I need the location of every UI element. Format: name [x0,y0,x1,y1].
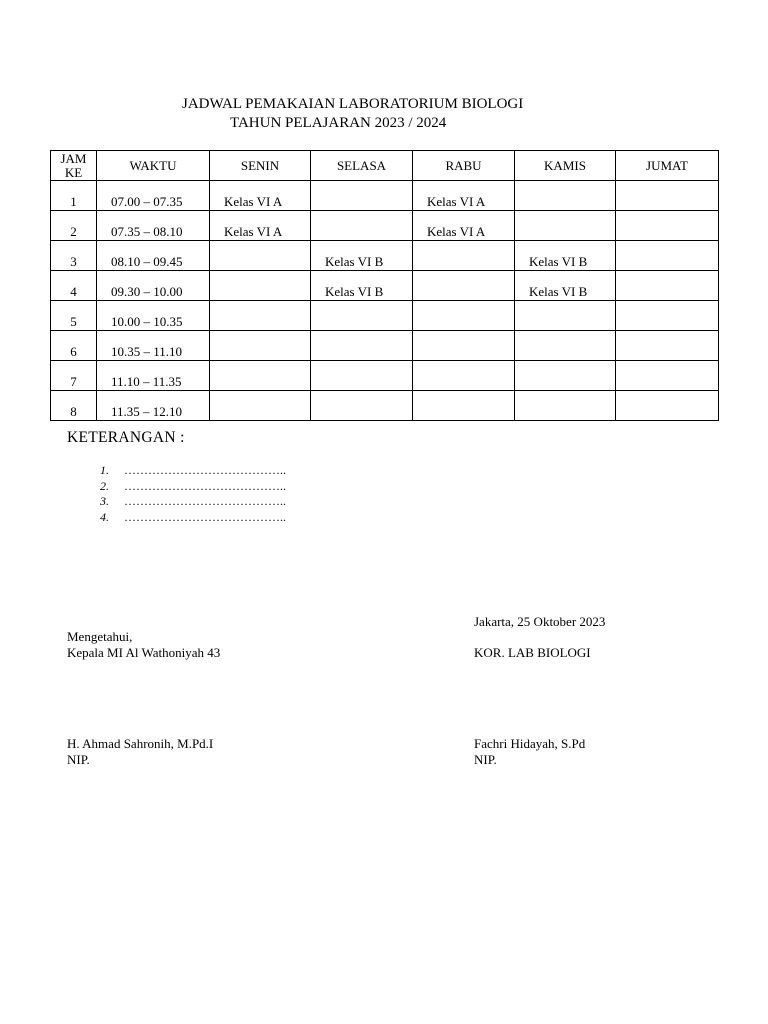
cell-waktu: 11.10 – 11.35 [97,361,210,391]
cell-waktu: 08.10 – 09.45 [97,241,210,271]
cell-rabu [413,301,515,331]
header-selasa: SELASA [311,151,413,181]
cell-jumat [616,331,719,361]
lab-coordinator-title: KOR. LAB BIOLOGI [474,645,591,660]
cell-rabu: Kelas VI A [413,211,515,241]
cell-jumat [616,181,719,211]
cell-senin: Kelas VI A [210,181,311,211]
cell-jam: 1 [51,181,97,211]
header-waktu: WAKTU [97,151,210,181]
list-item-text: ………………………………….. [124,478,286,493]
cell-senin: Kelas VI A [210,211,311,241]
cell-selasa [311,331,413,361]
cell-rabu [413,361,515,391]
header-rabu: RABU [413,151,515,181]
cell-kamis [515,181,616,211]
headmaster-nip: NIP. [67,752,90,767]
cell-kamis [515,301,616,331]
cell-jumat [616,361,719,391]
list-item-text: ………………………………….. [124,494,286,508]
cell-jumat [616,241,719,271]
cell-senin [210,391,311,421]
cell-rabu [413,331,515,361]
cell-jumat [616,271,719,301]
cell-rabu [413,391,515,421]
table-row [51,361,719,391]
headmaster-name: H. Ahmad Sahronih, M.Pd.I [67,736,214,751]
table-row [51,391,719,421]
cell-jam: 6 [51,331,97,361]
cell-waktu: 11.35 – 12.10 [97,391,210,421]
keterangan-list [100,463,286,525]
cell-selasa [311,391,413,421]
cell-selasa [311,301,413,331]
cell-jam: 5 [51,301,97,331]
list-item [100,463,286,479]
headmaster-title: Kepala MI Al Wathoniyah 43 [67,645,221,660]
list-item-text: ………………………………….. [124,463,286,477]
cell-senin [210,301,311,331]
coordinator-nip: NIP. [474,752,497,767]
cell-rabu [413,271,515,301]
schedule-body [51,181,719,421]
cell-kamis [515,331,616,361]
cell-jam: 2 [51,211,97,241]
cell-selasa [311,181,413,211]
list-item-number: 2. [100,478,109,493]
header-jam-line2: KE [64,164,83,180]
left-signature-block [67,629,220,661]
right-signer [474,736,585,768]
cell-selasa: Kelas VI B [311,241,413,271]
header-jam-ke [51,151,97,181]
left-signer [67,736,213,768]
cell-kamis: Kelas VI B [515,271,616,301]
table-row [51,331,719,361]
cell-senin [210,331,311,361]
table-row [51,301,719,331]
list-item-number: 1. [100,463,109,477]
header-jumat: JUMAT [616,151,719,181]
cell-waktu: 07.00 – 07.35 [97,181,210,211]
table-row [51,211,719,241]
cell-jam: 3 [51,241,97,271]
place-date: Jakarta, 25 Oktober 2023 [474,614,606,629]
table-row [51,241,719,271]
coordinator-name: Fachri Hidayah, S.Pd [474,736,586,751]
header-jam-line1: JAM [60,150,87,166]
cell-senin [210,271,311,301]
cell-waktu: 10.00 – 10.35 [97,301,210,331]
cell-selasa [311,211,413,241]
cell-jumat [616,391,719,421]
keterangan-heading: KETERANGAN : [67,429,185,446]
cell-senin [210,241,311,271]
table-row [51,271,719,301]
cell-selasa: Kelas VI B [311,271,413,301]
cell-jam: 4 [51,271,97,301]
cell-jumat [616,211,719,241]
cell-waktu: 07.35 – 08.10 [97,211,210,241]
list-item-number: 4. [100,509,109,524]
cell-selasa [311,361,413,391]
cell-kamis: Kelas VI B [515,241,616,271]
cell-waktu: 09.30 – 10.00 [97,271,210,301]
cell-waktu: 10.35 – 11.10 [97,331,210,361]
cell-rabu: Kelas VI A [413,181,515,211]
header-senin: SENIN [210,151,311,181]
list-item [100,494,286,510]
cell-rabu [413,241,515,271]
list-item [100,479,286,495]
document-subtitle: TAHUN PELAJARAN 2023 / 2024 [230,115,447,131]
document-title: JADWAL PEMAKAIAN LABORATORIUM BIOLOGI [182,96,524,112]
table-row [51,181,719,211]
schedule-table [50,150,719,421]
cell-jam: 8 [51,391,97,421]
cell-jumat [616,301,719,331]
cell-kamis [515,361,616,391]
cell-kamis [515,211,616,241]
header-kamis: KAMIS [515,151,616,181]
list-item-text: ………………………………….. [124,509,286,524]
table-header-row [51,151,719,181]
mengetahui-label: Mengetahui, [67,629,133,644]
cell-jam: 7 [51,361,97,391]
cell-senin [210,361,311,391]
cell-kamis [515,391,616,421]
list-item [100,510,286,526]
list-item-number: 3. [100,494,109,508]
